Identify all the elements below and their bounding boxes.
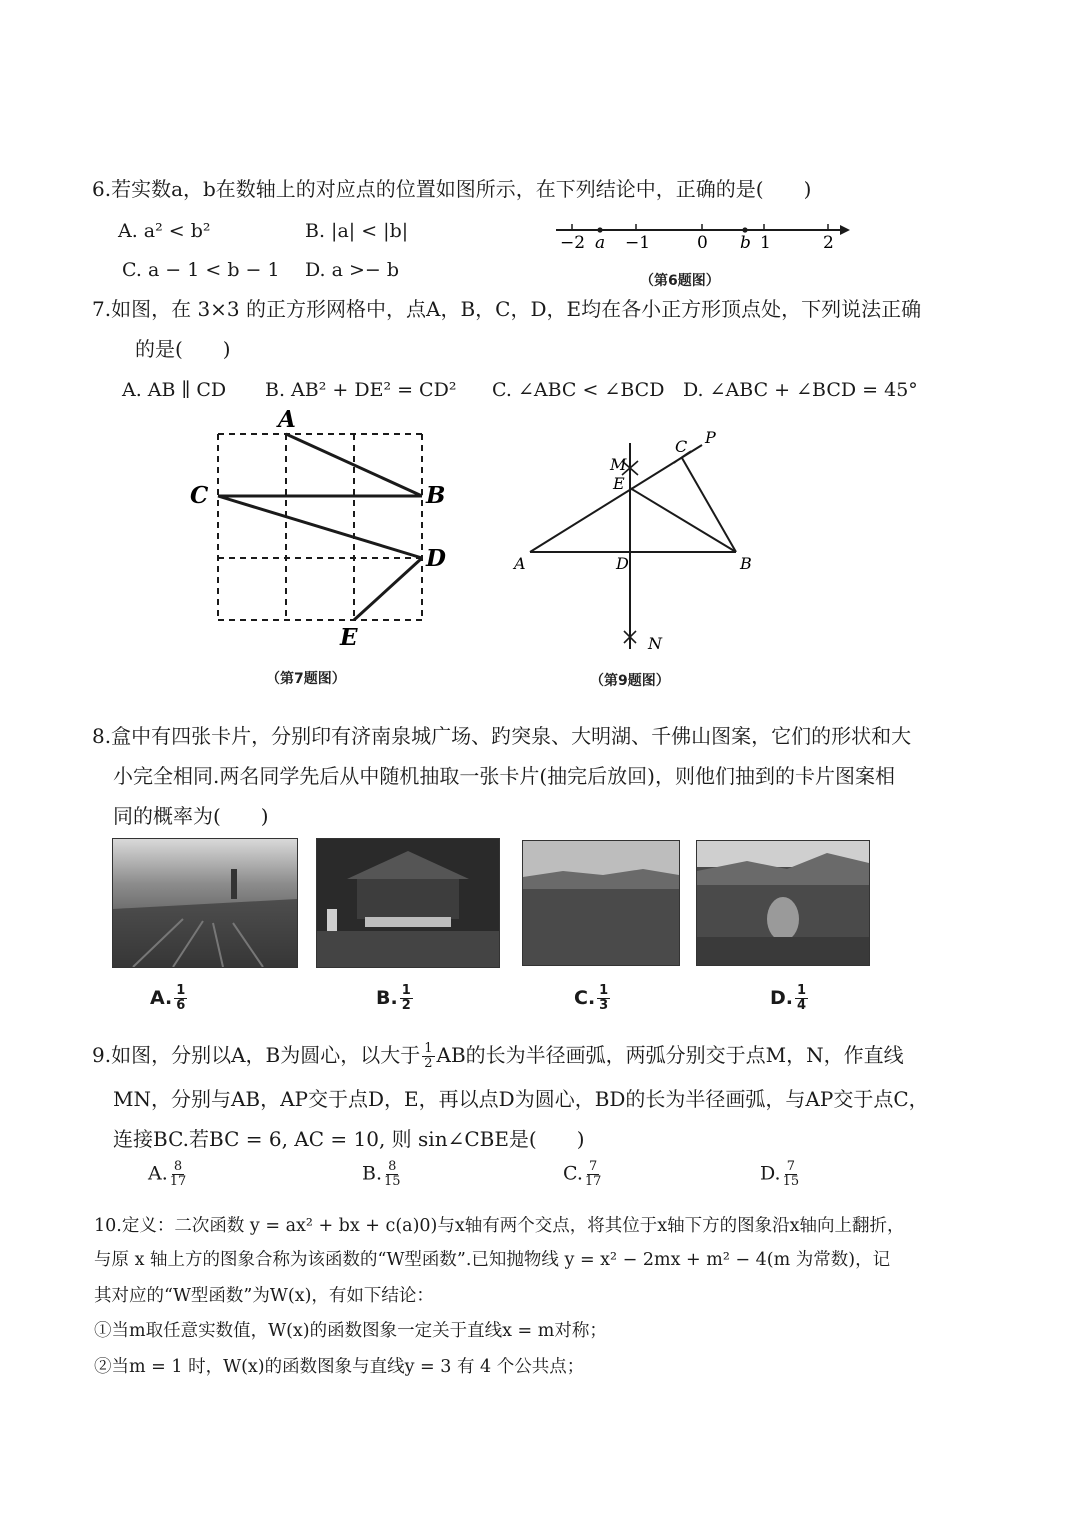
segment-cd [218, 496, 422, 558]
q8-stem-line3: 同的概率为( ) [113, 804, 269, 828]
segment-cb [682, 458, 736, 552]
q9-figure-caption: （第9题图） [590, 673, 670, 689]
photo-baotu-spring [316, 838, 500, 968]
number-line-arrow [840, 225, 850, 235]
q7-option-b: B. AB² + DE² = CD² [265, 379, 457, 401]
q7-option-c: C. ∠ABC < ∠BCD [492, 379, 665, 401]
q6-figure-caption: （第6题图） [640, 273, 720, 289]
label-d: D [616, 554, 629, 573]
q8-option-c: C. $\frac{1}{3}$ [574, 983, 609, 1013]
label-d: D [426, 545, 446, 572]
q9-option-b: B. $\frac{8}{15}$ [362, 1159, 401, 1189]
label-p: P [705, 428, 716, 447]
tick-0: 0 [697, 233, 708, 253]
label-e: E [613, 474, 625, 493]
point-a-dot [597, 227, 602, 232]
q8-option-d: D. $\frac{1}{4}$ [770, 983, 807, 1013]
q7-option-d: D. ∠ABC + ∠BCD = 45° [683, 379, 918, 401]
q10-line2: 与原 x 轴上方的图象合称为该函数的“W型函数”.已知抛物线 y = x² − 2mx + m² − 4(m 为常数)，记 [94, 1250, 891, 1270]
q7-stem-line2: 的是( ) [135, 337, 231, 361]
q7-stem-line1: 7.如图，在 3×3 的正方形网格中，点A，B，C，D，E均在各小正方形顶点处，下列说法正确 [92, 297, 922, 321]
q9-stem-line3: 连接BC.若BC = 6, AC = 10, 则 sin∠CBE是( ) [113, 1127, 585, 1151]
label-m: M [610, 455, 627, 474]
tick-a: a [595, 233, 606, 253]
photo-qianfo-mountain [696, 840, 870, 966]
label-c: C [675, 437, 688, 456]
label-c: C [190, 482, 209, 509]
q10-line1: 10.定义：二次函数 y = ax² + bx + c(a)0)与x轴有两个交点，将其位于x轴下方的图象沿x轴向上翻折， [94, 1216, 905, 1236]
q7-grid-figure [180, 402, 460, 662]
label-n: N [648, 634, 662, 653]
q10-line5: ②当m = 1 时，W(x)的函数图象与直线y = 3 有 4 个公共点； [94, 1357, 585, 1377]
q6-option-c: C. a − 1 < b − 1 [122, 259, 280, 281]
q8-option-b: B. $\frac{1}{2}$ [376, 983, 411, 1013]
q10-line4: ①当m取任意实数值，W(x)的函数图象一定关于直线x = m对称； [94, 1321, 607, 1341]
q9-stem-line1: 9.如图，分别以A，B为圆心，以大于 $\frac{1}{2}$ AB的长为半径画弧，两弧分别交于点M，N，作直线 [92, 1041, 904, 1071]
q6-option-d: D. a >− b [305, 259, 400, 281]
q8-option-a: A. $\frac{1}{6}$ [150, 983, 186, 1013]
tick-1: 1 [760, 233, 771, 253]
q6-stem: 6.若实数a，b在数轴上的对应点的位置如图所示，在下列结论中，正确的是( ) [92, 177, 812, 201]
q9-construction-figure [500, 425, 780, 665]
q9-option-d: D. $\frac{7}{15}$ [760, 1159, 800, 1189]
label-b: B [426, 482, 446, 509]
label-e: E [340, 624, 358, 651]
q6-option-a: A. a² < b² [118, 220, 211, 242]
q7-option-a: A. AB ∥ CD [122, 379, 227, 401]
q9-option-a: A. $\frac{8}{17}$ [148, 1159, 187, 1189]
label-a: A [278, 406, 296, 433]
q9-option-c: C. $\frac{7}{17}$ [563, 1159, 602, 1189]
tick-neg1: −1 [625, 233, 651, 253]
q8-stem-line2: 小完全相同.两名同学先后从中随机抽取一张卡片(抽完后放回)，则他们抽到的卡片图案相 [113, 764, 895, 788]
photo-quancheng-square [112, 838, 298, 968]
q6-option-b: B. |a| < |b| [305, 220, 409, 242]
tick-neg2: −2 [560, 233, 586, 253]
tick-b: b [740, 233, 751, 253]
label-b: B [740, 554, 752, 573]
tick-2: 2 [823, 233, 834, 253]
label-a: A [514, 554, 526, 573]
segment-eb [630, 488, 736, 552]
q8-stem-line1: 8.盒中有四张卡片，分别印有济南泉城广场、趵突泉、大明湖、千佛山图案，它们的形状和大 [92, 724, 912, 748]
q7-figure-caption: （第7题图） [266, 671, 346, 687]
q9-stem-line2: MN，分别与AB，AP交于点D，E，再以点D为圆心，BD的长为半径画弧，与AP交于点C， [113, 1087, 929, 1111]
point-b-dot [742, 227, 747, 232]
segment-de [354, 558, 422, 620]
number-line-figure [550, 218, 860, 258]
photo-daming-lake [522, 840, 680, 966]
segment-ab [286, 434, 422, 496]
q10-line3: 其对应的“W型函数”为W(x)，有如下结论： [94, 1286, 434, 1306]
